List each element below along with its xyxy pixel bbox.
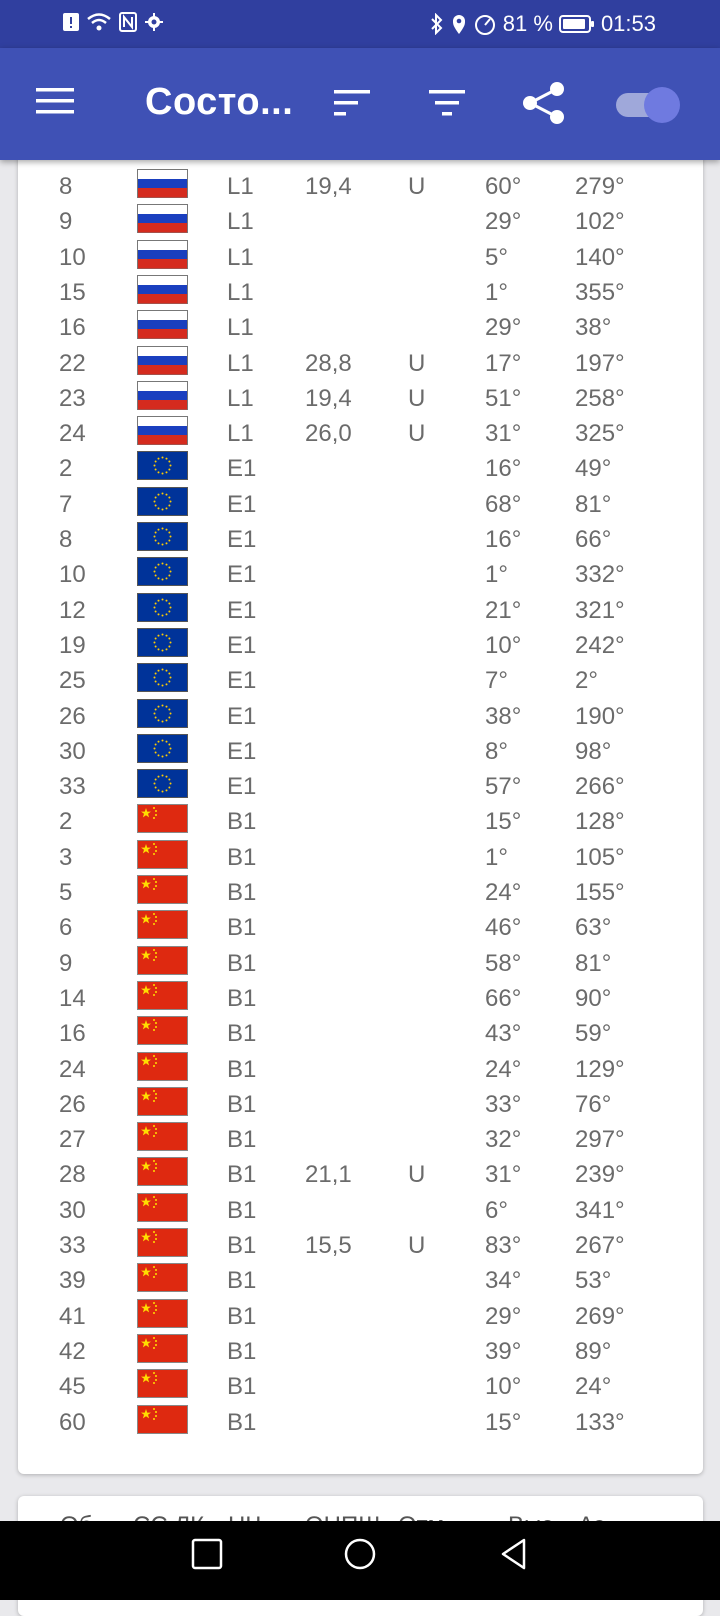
eu-flag-icon <box>137 734 188 763</box>
satellite-number: 22 <box>59 349 86 377</box>
azimuth-value: 258° <box>575 384 625 412</box>
azimuth-value: 59° <box>575 1020 612 1048</box>
signal-type: B1 <box>227 1020 257 1048</box>
sort-icon[interactable] <box>334 88 372 123</box>
signal-type: B1 <box>227 914 257 942</box>
elevation-value: 24° <box>485 1055 522 1083</box>
clock: 01:53 <box>600 11 656 36</box>
azimuth-value: 332° <box>575 561 625 589</box>
satellite-number: 10 <box>59 243 86 271</box>
satellite-number: 26 <box>59 702 86 730</box>
satellite-number: 9 <box>59 949 73 977</box>
signal-type: L1 <box>227 314 254 342</box>
satellite-number: 26 <box>59 1090 86 1118</box>
toggle-switch[interactable] <box>614 84 684 129</box>
azimuth-value: 49° <box>575 455 612 483</box>
satellite-number: 39 <box>59 1267 86 1295</box>
azimuth-value: 279° <box>575 173 625 200</box>
azimuth-value: 269° <box>575 1302 625 1330</box>
elevation-value: 32° <box>485 1126 522 1154</box>
table-row <box>18 910 703 946</box>
signal-type: E1 <box>227 773 257 801</box>
satellite-number: 24 <box>59 420 86 448</box>
azimuth-value: 197° <box>575 349 625 377</box>
azimuth-value: 89° <box>575 1337 612 1365</box>
china-flag-icon <box>137 1016 188 1045</box>
table-row <box>18 204 703 240</box>
azimuth-value: 128° <box>575 808 625 836</box>
usage-flag: U <box>408 349 426 377</box>
filter-icon[interactable] <box>429 88 467 123</box>
table-row <box>18 275 703 311</box>
china-flag-icon <box>137 1228 188 1257</box>
elevation-value: 29° <box>485 208 522 236</box>
table-row <box>18 416 703 452</box>
azimuth-value: 341° <box>575 1196 625 1224</box>
table-row <box>18 804 703 840</box>
table-row <box>18 1052 703 1088</box>
elevation-value: 24° <box>485 879 522 906</box>
signal-type: B1 <box>227 1126 257 1154</box>
table-row <box>18 451 703 487</box>
wifi-icon <box>86 11 112 33</box>
home-button[interactable] <box>343 1537 377 1576</box>
satellite-number: 27 <box>59 1126 86 1154</box>
snr-value: 19,4 <box>305 384 352 412</box>
table-row <box>18 734 703 770</box>
china-flag-icon <box>137 804 188 833</box>
satellite-number: 30 <box>59 737 86 765</box>
azimuth-value: 325° <box>575 420 625 448</box>
table-row <box>18 1122 703 1158</box>
elevation-value: 38° <box>485 702 522 730</box>
eu-flag-icon <box>137 769 188 798</box>
signal-type: B1 <box>227 1232 257 1259</box>
satellite-number: 12 <box>59 596 86 624</box>
elevation-value: 10° <box>485 1373 522 1401</box>
eu-flag-icon <box>137 593 188 622</box>
elevation-value: 83° <box>485 1232 522 1259</box>
status-right-icons <box>429 11 656 37</box>
signal-type: B1 <box>227 1408 257 1436</box>
elevation-value: 66° <box>485 984 522 1012</box>
russia-flag-icon <box>137 169 188 198</box>
satellite-number: 16 <box>59 1020 86 1048</box>
table-row <box>18 1369 703 1405</box>
elevation-value: 1° <box>485 843 508 871</box>
satellite-number: 5 <box>59 879 73 906</box>
satellite-number: 3 <box>59 843 73 871</box>
azimuth-value: 267° <box>575 1232 625 1259</box>
elevation-value: 5° <box>485 243 508 271</box>
signal-type: B1 <box>227 843 257 871</box>
signal-type: L1 <box>227 420 254 448</box>
signal-type: B1 <box>227 949 257 977</box>
azimuth-value: 38° <box>575 314 612 342</box>
speed-icon <box>473 13 497 35</box>
signal-type: L1 <box>227 349 254 377</box>
signal-type: B1 <box>227 1055 257 1083</box>
azimuth-value: 76° <box>575 1090 612 1118</box>
azimuth-value: 297° <box>575 1126 625 1154</box>
table-row <box>18 310 703 346</box>
elevation-value: 68° <box>485 490 522 518</box>
table-row <box>18 557 703 593</box>
elevation-value: 31° <box>485 1161 522 1189</box>
table-row <box>18 1087 703 1123</box>
table-row <box>18 875 703 911</box>
status-left-icons <box>62 11 164 33</box>
share-icon[interactable] <box>521 80 567 131</box>
signal-type: L1 <box>227 278 254 306</box>
recents-button[interactable] <box>190 1537 224 1576</box>
elevation-value: 16° <box>485 526 522 553</box>
signal-type: L1 <box>227 243 254 271</box>
satellite-number: 41 <box>59 1302 86 1330</box>
elevation-value: 16° <box>485 455 522 483</box>
signal-type: B1 <box>227 1302 257 1330</box>
table-row <box>18 346 703 382</box>
snr-value: 21,1 <box>305 1161 352 1189</box>
satellite-number: 14 <box>59 984 86 1012</box>
china-flag-icon <box>137 1087 188 1116</box>
table-row <box>18 1228 703 1264</box>
azimuth-value: 81° <box>575 949 612 977</box>
elevation-value: 21° <box>485 596 522 624</box>
signal-type: E1 <box>227 737 257 765</box>
satellite-number: 7 <box>59 490 73 518</box>
elevation-value: 58° <box>485 949 522 977</box>
table-row <box>18 946 703 982</box>
signal-type: B1 <box>227 879 257 906</box>
elevation-value: 46° <box>485 914 522 942</box>
signal-type: E1 <box>227 490 257 518</box>
russia-flag-icon <box>137 240 188 269</box>
signal-type: E1 <box>227 667 257 695</box>
satellite-number: 23 <box>59 384 86 412</box>
azimuth-value: 2° <box>575 667 598 695</box>
battery-icon <box>559 14 595 34</box>
azimuth-value: 355° <box>575 278 625 306</box>
signal-type: B1 <box>227 808 257 836</box>
signal-type: B1 <box>227 1161 257 1189</box>
azimuth-value: 105° <box>575 843 625 871</box>
table-row <box>18 381 703 417</box>
table-row <box>18 169 703 205</box>
china-flag-icon <box>137 910 188 939</box>
azimuth-value: 66° <box>575 526 612 553</box>
elevation-value: 6° <box>485 1196 508 1224</box>
elevation-value: 29° <box>485 1302 522 1330</box>
table-row <box>18 593 703 629</box>
eu-flag-icon <box>137 522 188 551</box>
signal-type: E1 <box>227 631 257 659</box>
azimuth-value: 140° <box>575 243 625 271</box>
china-flag-icon <box>137 1193 188 1222</box>
signal-type: B1 <box>227 1373 257 1401</box>
satellite-number: 28 <box>59 1161 86 1189</box>
usage-flag: U <box>408 1161 426 1189</box>
azimuth-value: 242° <box>575 631 625 659</box>
signal-type: L1 <box>227 173 254 200</box>
china-flag-icon <box>137 1299 188 1328</box>
eu-flag-icon <box>137 699 188 728</box>
table-row <box>18 522 703 558</box>
azimuth-value: 63° <box>575 914 612 942</box>
snr-value: 19,4 <box>305 173 352 200</box>
elevation-value: 29° <box>485 314 522 342</box>
elevation-value: 34° <box>485 1267 522 1295</box>
azimuth-value: 129° <box>575 1055 625 1083</box>
china-flag-icon <box>137 1334 188 1363</box>
signal-type: B1 <box>227 1267 257 1295</box>
azimuth-value: 24° <box>575 1373 612 1401</box>
gear-icon <box>144 12 164 32</box>
china-flag-icon <box>137 1369 188 1398</box>
bluetooth-icon <box>429 13 445 35</box>
azimuth-value: 90° <box>575 984 612 1012</box>
snr-value: 28,8 <box>305 349 352 377</box>
location-icon <box>451 13 467 35</box>
azimuth-value: 190° <box>575 702 625 730</box>
satellite-number: 30 <box>59 1196 86 1224</box>
signal-type: B1 <box>227 984 257 1012</box>
russia-flag-icon <box>137 346 188 375</box>
table-row <box>18 1334 703 1370</box>
satellite-number: 16 <box>59 314 86 342</box>
china-flag-icon <box>137 1405 188 1434</box>
usage-flag: U <box>408 173 426 200</box>
satellite-number: 10 <box>59 561 86 589</box>
azimuth-value: 102° <box>575 208 625 236</box>
eu-flag-icon <box>137 663 188 692</box>
russia-flag-icon <box>137 416 188 445</box>
table-row <box>18 487 703 523</box>
china-flag-icon <box>137 1052 188 1081</box>
table-row <box>18 628 703 664</box>
azimuth-value: 81° <box>575 490 612 518</box>
table-row <box>18 1157 703 1193</box>
elevation-value: 7° <box>485 667 508 695</box>
satellite-table-card <box>18 150 703 1474</box>
alert-icon <box>62 11 80 33</box>
table-row <box>18 699 703 735</box>
signal-type: L1 <box>227 208 254 236</box>
china-flag-icon <box>137 875 188 904</box>
china-flag-icon <box>137 1122 188 1151</box>
elevation-value: 15° <box>485 1408 522 1436</box>
elevation-value: 1° <box>485 561 508 589</box>
signal-type: B1 <box>227 1337 257 1365</box>
elevation-value: 17° <box>485 349 522 377</box>
navigation-bar <box>0 1521 720 1600</box>
satellite-number: 33 <box>59 773 86 801</box>
satellite-number: 8 <box>59 173 73 200</box>
usage-flag: U <box>408 1232 426 1259</box>
china-flag-icon <box>137 981 188 1010</box>
table-row <box>18 1299 703 1335</box>
elevation-value: 51° <box>485 384 522 412</box>
azimuth-value: 133° <box>575 1408 625 1436</box>
signal-type: E1 <box>227 455 257 483</box>
satellite-number: 2 <box>59 455 73 483</box>
elevation-value: 57° <box>485 773 522 801</box>
elevation-value: 8° <box>485 737 508 765</box>
usage-flag: U <box>408 420 426 448</box>
snr-value: 26,0 <box>305 420 352 448</box>
satellite-number: 8 <box>59 526 73 553</box>
menu-icon[interactable] <box>36 86 76 121</box>
china-flag-icon <box>137 840 188 869</box>
snr-value: 15,5 <box>305 1232 352 1259</box>
signal-type: E1 <box>227 702 257 730</box>
elevation-value: 15° <box>485 808 522 836</box>
elevation-value: 1° <box>485 278 508 306</box>
azimuth-value: 155° <box>575 879 625 906</box>
china-flag-icon <box>137 946 188 975</box>
usage-flag: U <box>408 384 426 412</box>
app-bar <box>0 48 720 160</box>
russia-flag-icon <box>137 204 188 233</box>
eu-flag-icon <box>137 628 188 657</box>
signal-type: E1 <box>227 561 257 589</box>
battery-percent: 81 % <box>502 11 553 36</box>
satellite-number: 2 <box>59 808 73 836</box>
table-row <box>18 1016 703 1052</box>
china-flag-icon <box>137 1263 188 1292</box>
russia-flag-icon <box>137 381 188 410</box>
elevation-value: 60° <box>485 173 522 200</box>
table-row <box>18 240 703 276</box>
satellite-number: 45 <box>59 1373 86 1401</box>
azimuth-value: 239° <box>575 1161 625 1189</box>
table-row <box>18 840 703 876</box>
satellite-number: 19 <box>59 631 86 659</box>
satellite-number: 33 <box>59 1232 86 1259</box>
nfc-icon <box>118 11 138 33</box>
table-row <box>18 1193 703 1229</box>
page-title: Состо... <box>145 81 294 123</box>
elevation-value: 10° <box>485 631 522 659</box>
elevation-value: 33° <box>485 1090 522 1118</box>
elevation-value: 43° <box>485 1020 522 1048</box>
satellite-number: 15 <box>59 278 86 306</box>
azimuth-value: 321° <box>575 596 625 624</box>
eu-flag-icon <box>137 487 188 516</box>
signal-type: B1 <box>227 1090 257 1118</box>
satellite-number: 60 <box>59 1408 86 1436</box>
table-row <box>18 1405 703 1441</box>
signal-type: E1 <box>227 596 257 624</box>
satellite-number: 24 <box>59 1055 86 1083</box>
satellite-number: 6 <box>59 914 73 942</box>
status-bar <box>0 0 720 48</box>
azimuth-value: 98° <box>575 737 612 765</box>
table-row <box>18 663 703 699</box>
eu-flag-icon <box>137 557 188 586</box>
signal-type: L1 <box>227 384 254 412</box>
elevation-value: 31° <box>485 420 522 448</box>
satellite-number: 42 <box>59 1337 86 1365</box>
signal-type: E1 <box>227 526 257 553</box>
china-flag-icon <box>137 1157 188 1186</box>
azimuth-value: 53° <box>575 1267 612 1295</box>
russia-flag-icon <box>137 310 188 339</box>
satellite-number: 9 <box>59 208 73 236</box>
russia-flag-icon <box>137 275 188 304</box>
azimuth-value: 266° <box>575 773 625 801</box>
signal-type: B1 <box>227 1196 257 1224</box>
table-row <box>18 1263 703 1299</box>
eu-flag-icon <box>137 451 188 480</box>
elevation-value: 39° <box>485 1337 522 1365</box>
satellite-number: 25 <box>59 667 86 695</box>
back-button[interactable] <box>497 1537 531 1576</box>
table-row <box>18 769 703 805</box>
table-row <box>18 981 703 1017</box>
